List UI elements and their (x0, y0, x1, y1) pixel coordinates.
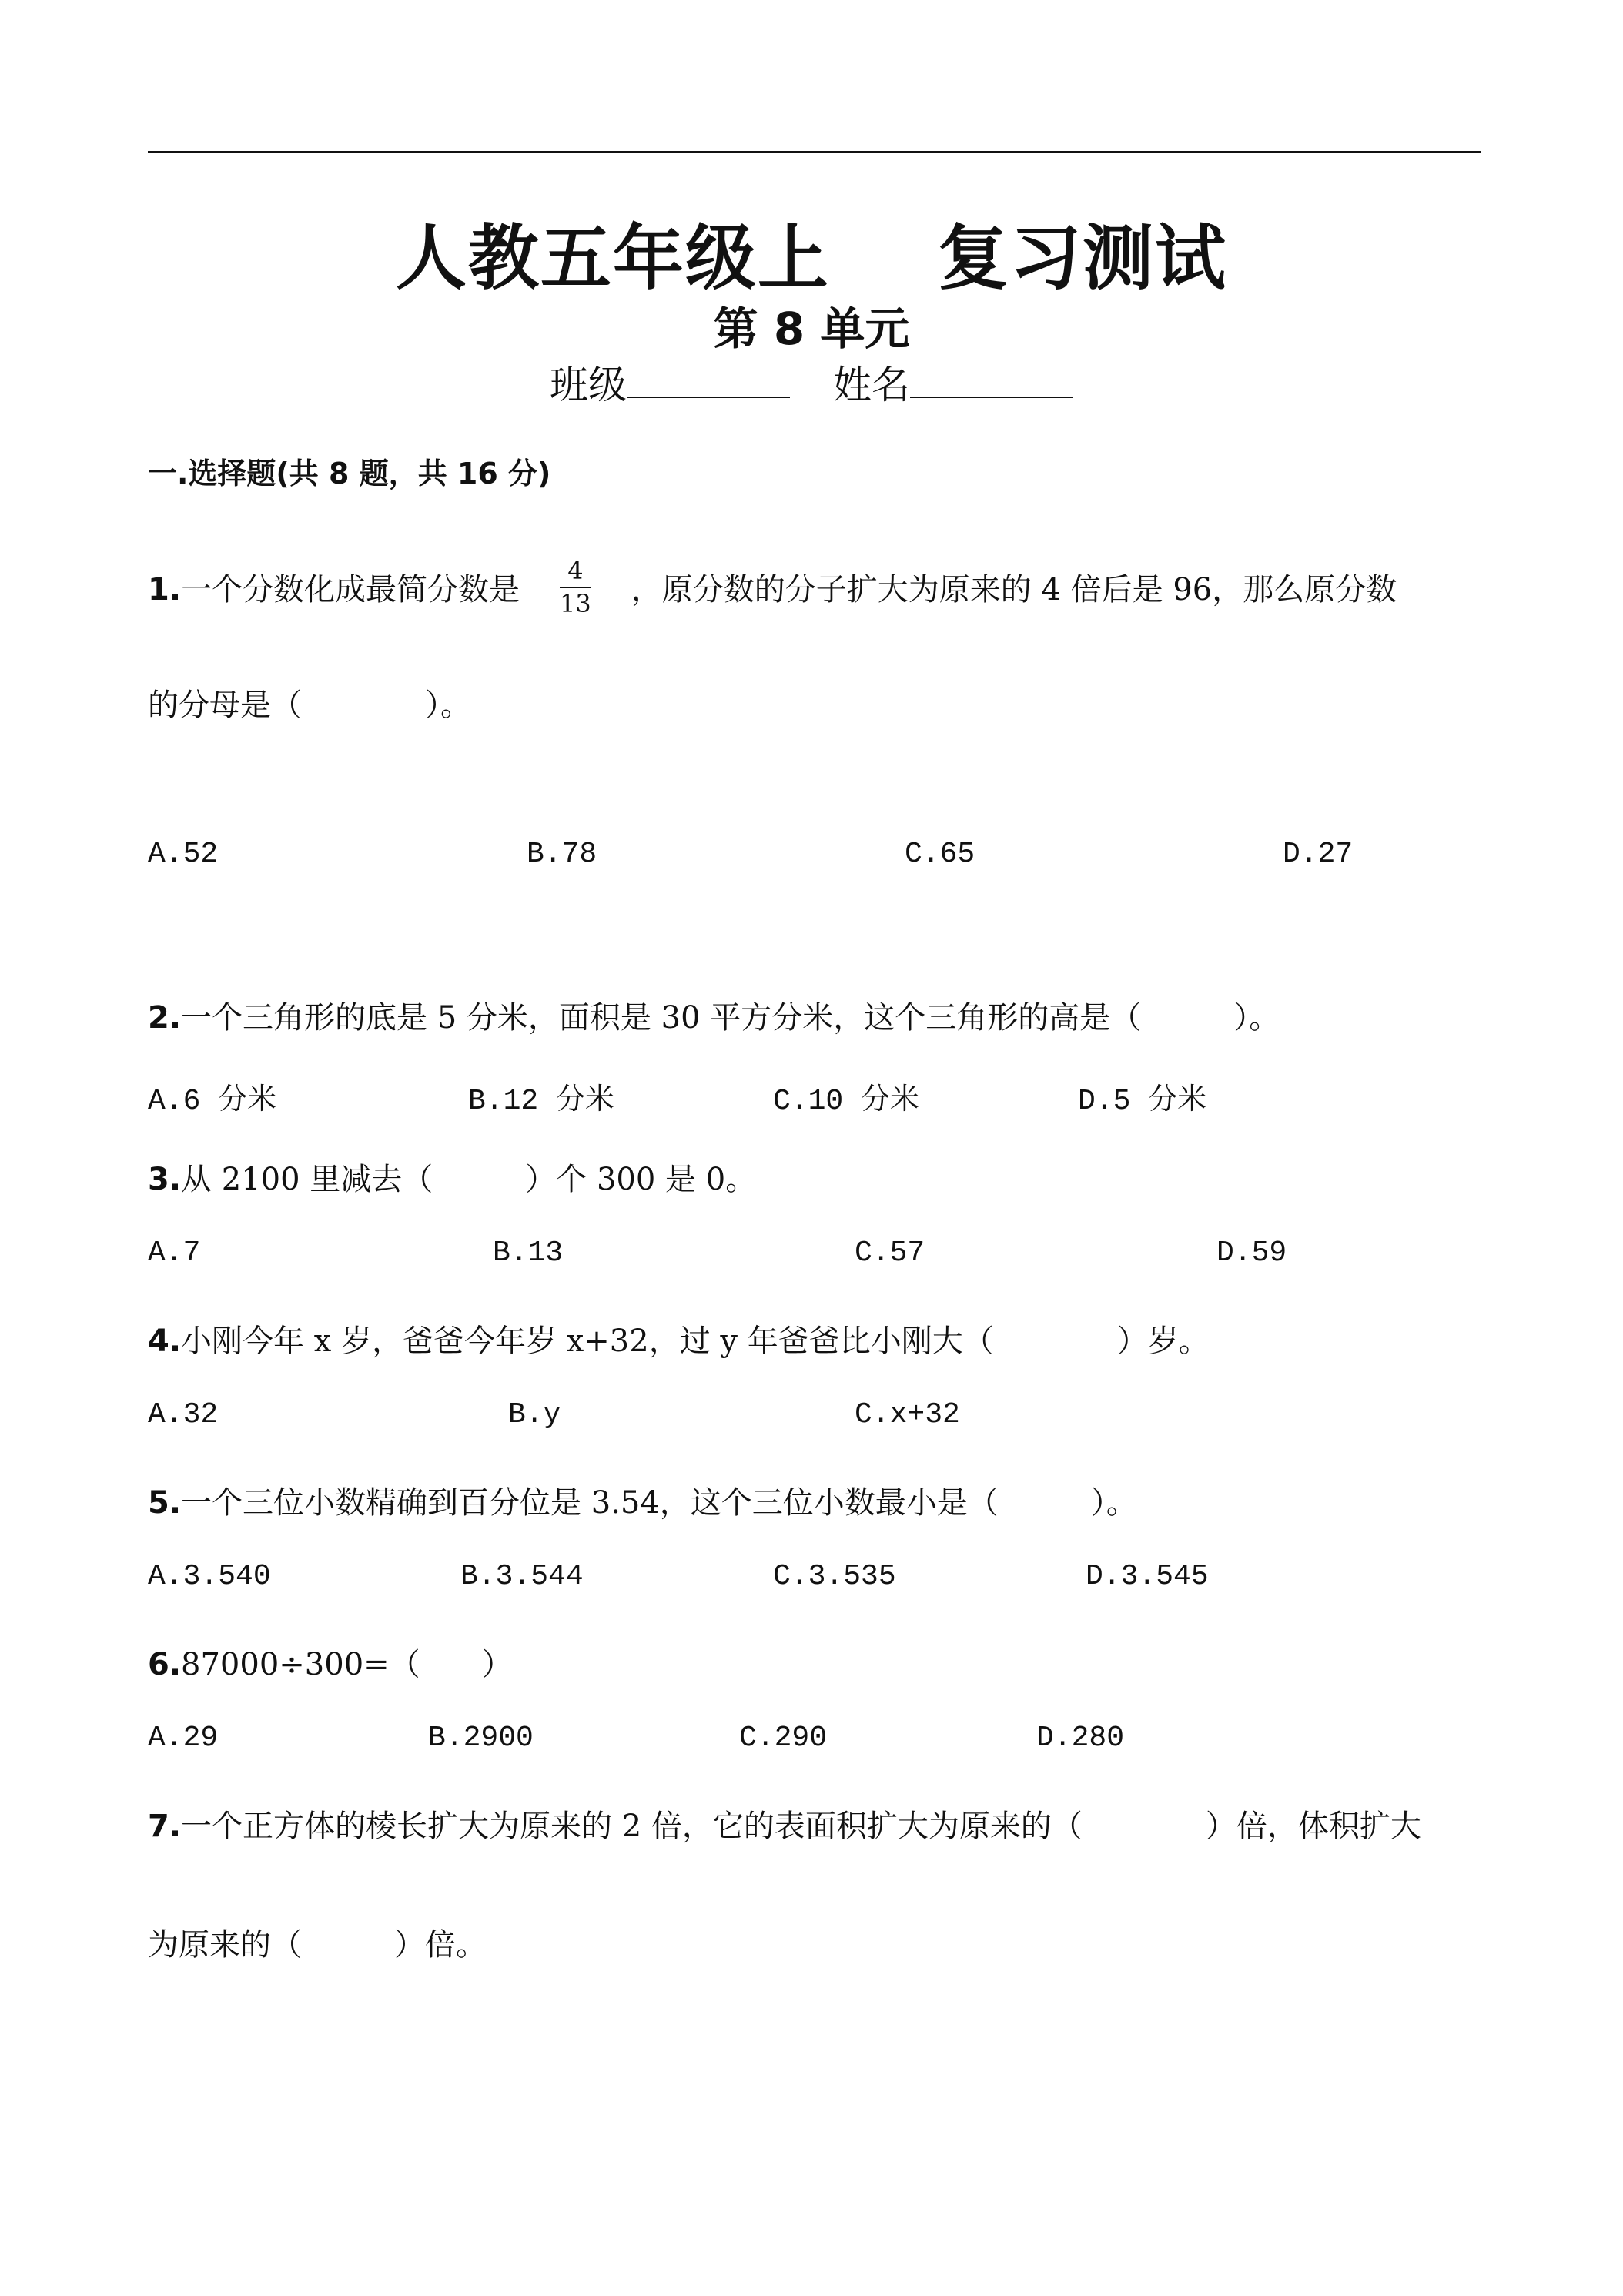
title-left: 人教五年级上 (395, 217, 830, 300)
question-number: 6. (148, 1647, 182, 1682)
question-text-cont: ，原分数的分子扩大为原来的 4 倍后是 96，那么原分数 (631, 572, 1397, 608)
student-info (0, 354, 1623, 410)
q3-option-a[interactable]: A.7 (148, 1237, 201, 1270)
question-text: 一个正方体的棱长扩大为原来的 2 倍，它的表面积扩大为原来的（ ）倍，体积扩大 (181, 1809, 1421, 1844)
class-blank[interactable] (627, 364, 790, 398)
q5-option-d[interactable]: D.3.545 (1086, 1560, 1209, 1593)
q5-option-a[interactable]: A.3.540 (148, 1560, 271, 1593)
fraction (560, 557, 591, 618)
question-text: 87000÷300=（ ） (181, 1647, 513, 1682)
class-label: 班级 (550, 363, 627, 407)
question-text: 小刚今年 x 岁，爸爸今年岁 x+32，过 y 年爸爸比小刚大（ ）岁。 (181, 1324, 1210, 1359)
question-number: 7. (148, 1809, 182, 1844)
q4-option-a[interactable]: A.32 (148, 1398, 219, 1431)
top-rule (148, 151, 1481, 153)
q2-option-c[interactable]: C.10 分米 (773, 1085, 920, 1118)
q5-option-c[interactable]: C.3.535 (773, 1560, 896, 1593)
question-text: 一个分数化成最简分数是 (181, 572, 520, 608)
q5-option-b[interactable]: B.3.544 (460, 1560, 584, 1593)
q3-option-c[interactable]: C.57 (855, 1237, 925, 1270)
name-label: 姓名 (833, 363, 910, 407)
question-number: 4. (148, 1324, 182, 1359)
question-1 (148, 556, 1397, 622)
question-5 (148, 1478, 1137, 1522)
q3-option-d[interactable]: D.59 (1216, 1237, 1287, 1270)
question-text: 一个三位小数精确到百分位是 3.54，这个三位小数最小是（ ）。 (181, 1485, 1137, 1521)
q4-option-b[interactable]: B.y (508, 1398, 561, 1431)
name-blank[interactable] (910, 364, 1073, 398)
question-number: 3. (148, 1162, 182, 1197)
section-heading: 一.选择题(共 8 题，共 16 分) (148, 457, 551, 490)
question-number: 1. (148, 572, 182, 608)
fraction-denominator: 13 (560, 589, 591, 619)
q3-option-b[interactable]: B.13 (493, 1237, 564, 1270)
q2-option-b[interactable]: B.12 分米 (468, 1085, 615, 1118)
question-number: 5. (148, 1485, 182, 1521)
question-7 (148, 1802, 1421, 1846)
q4-option-c[interactable]: C.x+32 (855, 1398, 960, 1431)
q6-option-a[interactable]: A.29 (148, 1722, 219, 1755)
page-title (0, 202, 1623, 303)
title-right: 复习测试 (938, 217, 1228, 300)
q1-option-b[interactable]: B.78 (527, 838, 597, 871)
q1-option-d[interactable]: D.27 (1283, 838, 1354, 871)
q1-option-a[interactable]: A.52 (148, 838, 219, 871)
q1-option-c[interactable]: C.65 (905, 838, 975, 871)
question-4 (148, 1317, 1210, 1361)
q6-option-c[interactable]: C.290 (739, 1722, 828, 1755)
question-3 (148, 1155, 756, 1199)
unit-heading: 第 8 单元 (713, 303, 910, 355)
question-6 (148, 1640, 513, 1684)
fraction-numerator: 4 (567, 556, 584, 585)
question-text: 一个三角形的底是 5 分米，面积是 30 平方分米，这个三角形的高是（ ）。 (181, 1000, 1280, 1036)
fraction-bar (560, 587, 591, 588)
q6-option-b[interactable]: B.2900 (428, 1722, 534, 1755)
q2-option-a[interactable]: A.6 分米 (148, 1085, 277, 1118)
question-7-line2: 为原来的（ ）倍。 (148, 1927, 487, 1963)
question-text: 从 2100 里减去（ ）个 300 是 0。 (181, 1162, 757, 1197)
q6-option-d[interactable]: D.280 (1036, 1722, 1125, 1755)
question-2 (148, 993, 1280, 1037)
question-number: 2. (148, 1000, 182, 1036)
q2-option-d[interactable]: D.5 分米 (1078, 1085, 1207, 1118)
question-1-line2: 的分母是（ ）。 (148, 688, 471, 723)
